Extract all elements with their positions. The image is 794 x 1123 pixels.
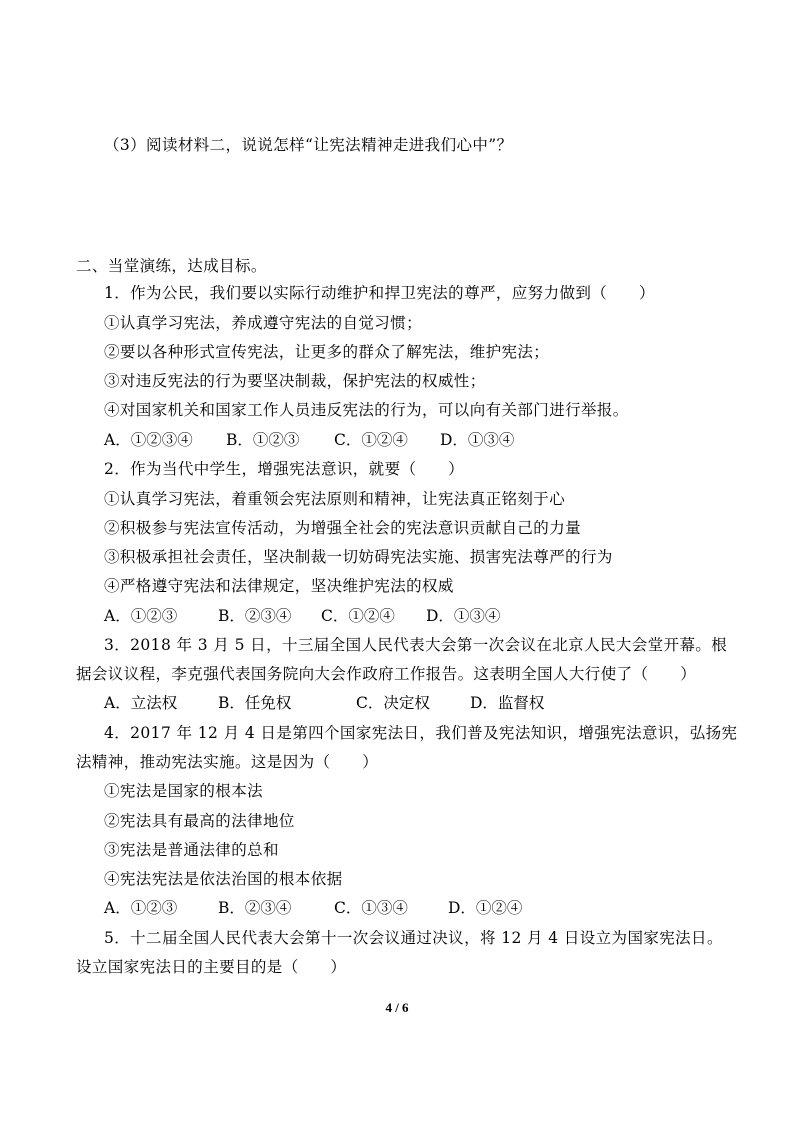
q3-option-c: C．决定权 bbox=[356, 694, 430, 712]
q3-option-d: D．监督权 bbox=[470, 694, 545, 712]
question-3-sub: （3）阅读材料二，说说怎样“让宪法精神走进我们心中”？ bbox=[104, 136, 513, 154]
q4-stem-line-1: 4．2017 年 12 月 4 日是第四个国家宪法日，我们普及宪法知识，增强宪法意识，弘扬宪 bbox=[104, 724, 738, 742]
q1-item-4: ④对国家机关和国家工作人员违反宪法的行为，可以向有关部门进行举报。 bbox=[104, 401, 629, 419]
q1-item-3: ③对违反宪法的行为要坚决制裁，保护宪法的权威性； bbox=[104, 372, 486, 390]
q1-option-c: C．①②④ bbox=[334, 431, 408, 449]
q2-item-4: ④严格遵守宪法和法律规定，坚决维护宪法的权威 bbox=[104, 577, 454, 595]
q1-item-1: ①认真学习宪法，养成遵守宪法的自觉习惯； bbox=[104, 314, 423, 332]
q1-option-a: A．①②③④ bbox=[104, 431, 193, 449]
q4-option-b: B．②③④ bbox=[218, 899, 292, 917]
q2-item-2: ②积极参与宪法宣传活动，为增强全社会的宪法意识贡献自己的力量 bbox=[104, 519, 582, 537]
q2-option-c: C．①②④ bbox=[321, 607, 395, 625]
q5-stem-line-2: 设立国家宪法日的主要目的是（ ） bbox=[76, 958, 347, 976]
q2-option-d: D．①③④ bbox=[426, 607, 501, 625]
q2-item-3: ③积极承担社会责任，坚决制裁一切妨碍宪法实施、损害宪法尊严的行为 bbox=[104, 548, 613, 566]
q4-option-d: D．①②④ bbox=[448, 899, 523, 917]
q2-option-b: B．②③④ bbox=[218, 607, 292, 625]
q4-item-2: ②宪法具有最高的法律地位 bbox=[104, 812, 295, 830]
q1-item-2: ②要以各种形式宣传宪法，让更多的群众了解宪法，维护宪法； bbox=[104, 343, 550, 361]
q1-option-d: D．①③④ bbox=[440, 431, 515, 449]
q4-option-c: C．①③④ bbox=[334, 899, 408, 917]
q1-stem: 1．作为公民，我们要以实际行动维护和捍卫宪法的尊严，应努力做到（ ） bbox=[104, 284, 655, 302]
q3-stem-line-1: 3．2018 年 3 月 5 日，十三届全国人民代表大会第一次会议在北京人民大会堂开幕。根 bbox=[104, 636, 728, 654]
q5-stem-line-1: 5．十二届全国人民代表大会第十一次会议通过决议，将 12 月 4 日设立为国家宪法日。 bbox=[104, 929, 723, 947]
q2-stem: 2．作为当代中学生，增强宪法意识，就要（ ） bbox=[104, 460, 465, 478]
q4-item-1: ①宪法是国家的根本法 bbox=[104, 782, 264, 800]
q4-stem-line-2: 法精神，推动宪法实施。这是因为（ ） bbox=[76, 753, 379, 771]
q2-option-a: A．①②③ bbox=[104, 607, 178, 625]
page-number: 4 / 6 bbox=[385, 1000, 409, 1015]
q1-option-b: B．①②③ bbox=[226, 431, 300, 449]
q3-option-b: B．任免权 bbox=[218, 694, 292, 712]
q4-item-4: ④宪法宪法是依法治国的根本依据 bbox=[104, 870, 343, 888]
section-title: 二、当堂演练，达成目标。 bbox=[76, 257, 267, 275]
q3-option-a: A．立法权 bbox=[104, 694, 178, 712]
q4-item-3: ③宪法是普通法律的总和 bbox=[104, 841, 279, 859]
q4-option-a: A．①②③ bbox=[104, 899, 178, 917]
q2-item-1: ①认真学习宪法，着重领会宪法原则和精神，让宪法真正铭刻于心 bbox=[104, 490, 566, 508]
q3-stem-line-2: 据会议议程，李克强代表国务院向大会作政府工作报告。这表明全国人大行使了（ ） bbox=[76, 665, 697, 683]
